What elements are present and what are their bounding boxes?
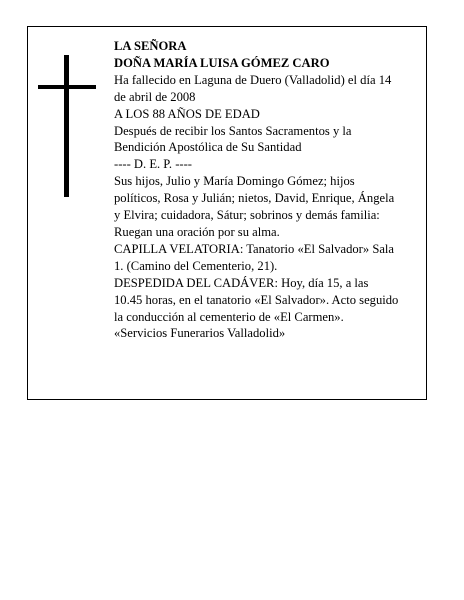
notice-line: Ha fallecido en Laguna de Duero (Valladolid) el día 14	[114, 72, 392, 87]
notice-line: DESPEDIDA DEL CADÁVER: Hoy, día 15, a las	[114, 275, 369, 290]
cross-horizontal-bar	[38, 85, 96, 89]
notice-line: de abril de 2008	[114, 89, 196, 104]
notice-line: Ruegan una oración por su alma.	[114, 224, 280, 239]
notice-line: políticos, Rosa y Julián; nietos, David, Enrique, Ángela	[114, 191, 395, 206]
notice-title-line-1: LA SEÑORA	[114, 39, 187, 53]
cross-vertical-bar	[64, 55, 69, 197]
notice-line: 10.45 horas, en el tanatorio «El Salvador». Acto seguido	[114, 292, 399, 307]
notice-line: la conducción al cementerio de «El Carmen».	[114, 309, 344, 324]
notice-line: 1. (Camino del Cementerio, 21).	[114, 258, 278, 273]
notice-line: «Servicios Funerarios Valladolid»	[114, 326, 286, 341]
obituary-text	[114, 38, 424, 342]
notice-title-line-2: DOÑA MARÍA LUISA GÓMEZ CARO	[114, 55, 330, 70]
notice-line: y Elvira; cuidadora, Sátur; sobrinos y demás familia:	[114, 208, 380, 223]
notice-line: Después de recibir los Santos Sacramentos y la	[114, 123, 352, 138]
notice-line: Bendición Apostólica de Su Santidad	[114, 140, 302, 155]
notice-line: Sus hijos, Julio y María Domingo Gómez; hijos	[114, 174, 355, 189]
notice-line: ---- D. E. P. ----	[114, 157, 192, 172]
notice-line: CAPILLA VELATORIA: Tanatorio «El Salvador» Sala	[114, 241, 395, 256]
notice-line: A LOS 88 AÑOS DE EDAD	[114, 106, 260, 121]
